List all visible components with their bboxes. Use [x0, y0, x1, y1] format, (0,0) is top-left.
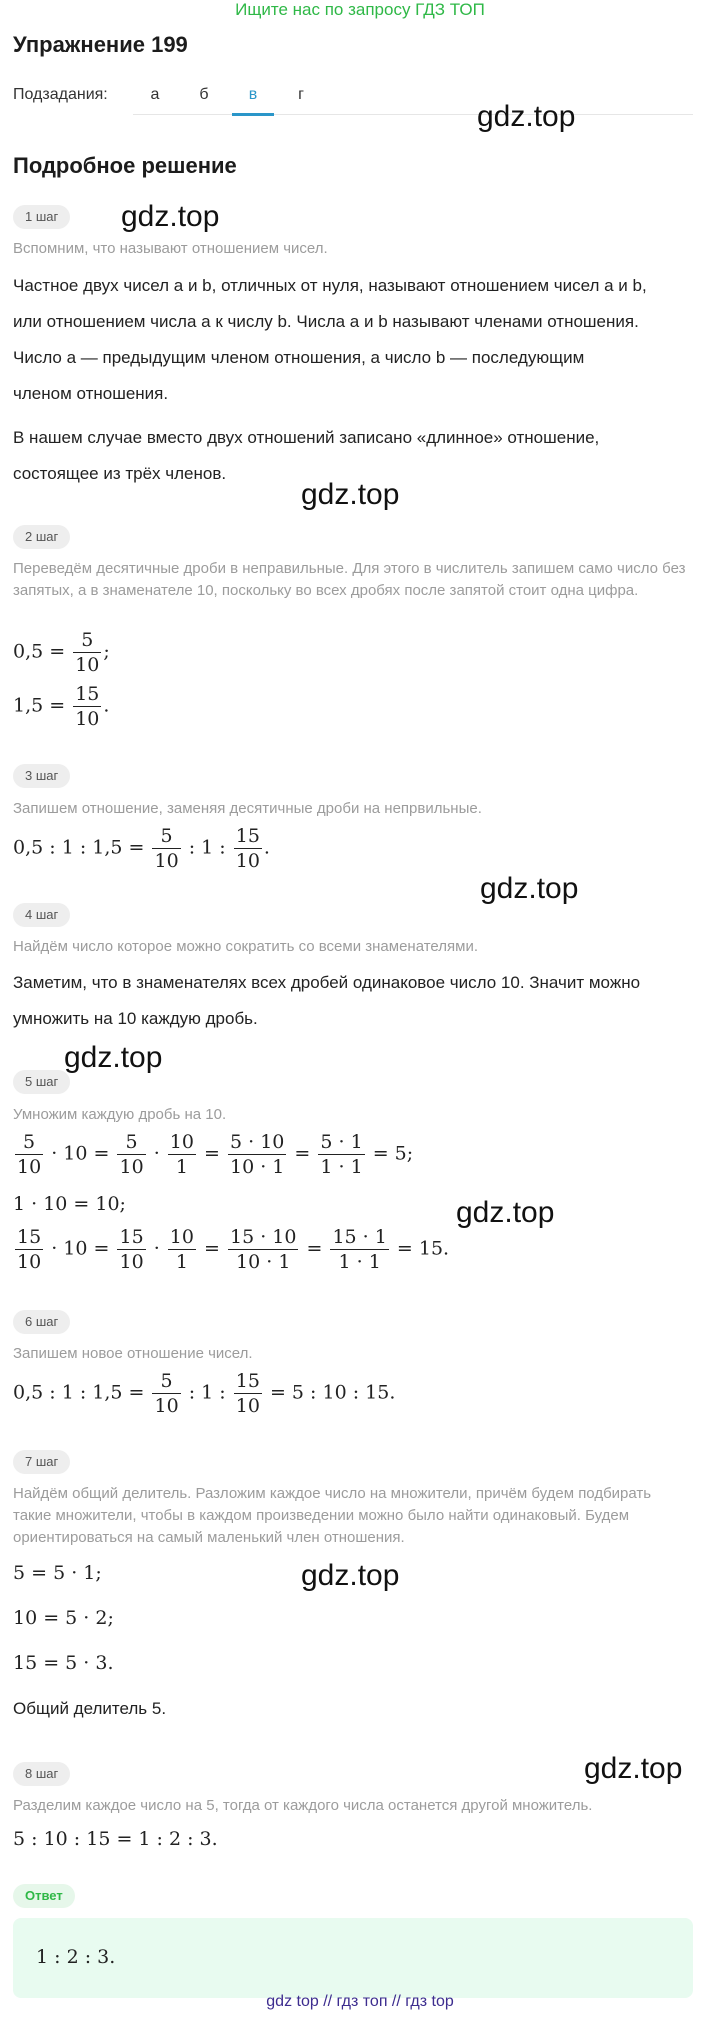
footer-links[interactable]: gdz top // гдз топ // гдз top: [266, 1993, 454, 2010]
paragraph-line: Заметим, что в знаменателях всех дробей одинаковое число 10. Значит можно: [13, 973, 641, 992]
formula: 0,5 : 1 : 1,5 = $\frac{5}{10}$ : 1 : $\frac{15}{10}$ .: [13, 825, 270, 872]
watermark: gdz.top: [456, 1196, 555, 1229]
watermark: gdz.top: [584, 1752, 683, 1785]
step-hint: Переведём десятичные дроби в неправильные. Для этого в числитель запишем само число без запятых, а в знаменателе 10, поскольку во всех дробях после запятой стоит одна цифра.: [13, 560, 686, 599]
watermark: gdz.top: [301, 478, 400, 511]
formula: 5 : 10 : 15 = 1 : 2 : 3.: [13, 1828, 218, 1850]
paragraph-line: Частное двух чисел a и b, отличных от нуля, называют отношением чисел a и b,: [13, 276, 647, 295]
formula: 10 = 5 · 2;: [13, 1607, 114, 1629]
step-hint: Запишем новое отношение чисел.: [13, 1345, 253, 1362]
formula: 0,5 = $\frac{5}{10}$ ;: [13, 629, 110, 676]
tab-a[interactable]: а: [150, 86, 160, 103]
answer-value: 1 : 2 : 3.: [36, 1946, 116, 1968]
step-hint: Вспомним, что называют отношением чисел.: [13, 240, 328, 257]
watermark: gdz.top: [480, 872, 579, 905]
watermark: gdz.top: [477, 100, 576, 133]
paragraph-line: членом отношения.: [13, 384, 169, 403]
tab-v[interactable]: в: [248, 86, 258, 103]
step-text: [13, 965, 703, 1037]
subtasks-label: Подзадания:: [13, 86, 108, 103]
formula: 15 = 5 · 3.: [13, 1652, 114, 1674]
formula: $\frac{15}{10}$ · 10 = $\frac{15}{10}$ · $\frac{10}{1}$ = $\frac{15 \cdot 10}{10 \cdot 1}$ = $\frac{15 \cdot 1}{1 \cdot 1}$ = 15.: [17, 1226, 450, 1273]
watermark: gdz.top: [301, 1559, 400, 1592]
step-badge: 3 шаг: [13, 764, 70, 788]
page-title: Упражнение 199: [13, 32, 188, 57]
tabs-divider: [133, 114, 693, 115]
step-badge: 7 шаг: [13, 1450, 70, 1474]
step-badge: 8 шаг: [13, 1762, 70, 1786]
step-badge: 4 шаг: [13, 903, 70, 927]
step-hint: Запишем отношение, заменяя десятичные дроби на непрвильные.: [13, 800, 482, 817]
step-hint: Найдём число которое можно сократить со всеми знаменателями.: [13, 938, 478, 955]
section-title: Подробное решение: [13, 153, 237, 178]
step-badge: 6 шаг: [13, 1310, 70, 1334]
tab-b[interactable]: б: [199, 86, 209, 103]
paragraph-line: или отношением числа a к числу b. Числа a и b называют членами отношения.: [13, 312, 639, 331]
paragraph-line: состоящее из трёх членов.: [13, 464, 227, 483]
tab-g[interactable]: г: [298, 86, 304, 103]
formula: 5 = 5 · 1;: [13, 1562, 102, 1584]
step-badge: 2 шаг: [13, 525, 70, 549]
paragraph-line: умножить на 10 каждую дробь.: [13, 1009, 258, 1028]
step-badge: 1 шаг: [13, 205, 70, 229]
watermark: gdz.top: [64, 1041, 163, 1074]
paragraph-line: Число a — предыдущим членом отношения, а число b — последующим: [13, 348, 585, 367]
formula: $\frac{5}{10}$ · 10 = $\frac{5}{10}$ · $\frac{10}{1}$ = $\frac{5 \cdot 10}{10 \cdot 1}$ = $\frac{5 \cdot 1}{1 \cdot 1}$ = 5;: [17, 1131, 414, 1178]
watermark: gdz.top: [121, 200, 220, 233]
step-conclusion: Общий делитель 5.: [13, 1699, 167, 1718]
step-hint: Умножим каждую дробь на 10.: [13, 1106, 227, 1123]
active-tab-indicator: [232, 113, 274, 116]
formula: 1 · 10 = 10;: [13, 1193, 126, 1215]
formula: 1,5 = $\frac{15}{10}$ .: [13, 683, 110, 730]
formula: 0,5 : 1 : 1,5 = $\frac{5}{10}$ : 1 : $\frac{15}{10}$ = 5 : 10 : 15.: [13, 1370, 396, 1417]
step-text: [13, 268, 703, 412]
answer-badge: Ответ: [13, 1884, 75, 1908]
search-hint-banner[interactable]: Ищите нас по запросу ГДЗ ТОП: [235, 0, 485, 19]
paragraph-line: В нашем случае вместо двух отношений записано «длинное» отношение,: [13, 428, 600, 447]
step-badge: 5 шаг: [13, 1070, 70, 1094]
step-hint: Разделим каждое число на 5, тогда от каждого числа останется другой множитель.: [13, 1797, 593, 1814]
step-hint: Найдём общий делитель. Разложим каждое число на множители, причём будем подбирать такие множители, чтобы в каждом произведении можно было найти одинаковый. Будем ориентироваться на самый маленький член отношения.: [13, 1485, 652, 1546]
